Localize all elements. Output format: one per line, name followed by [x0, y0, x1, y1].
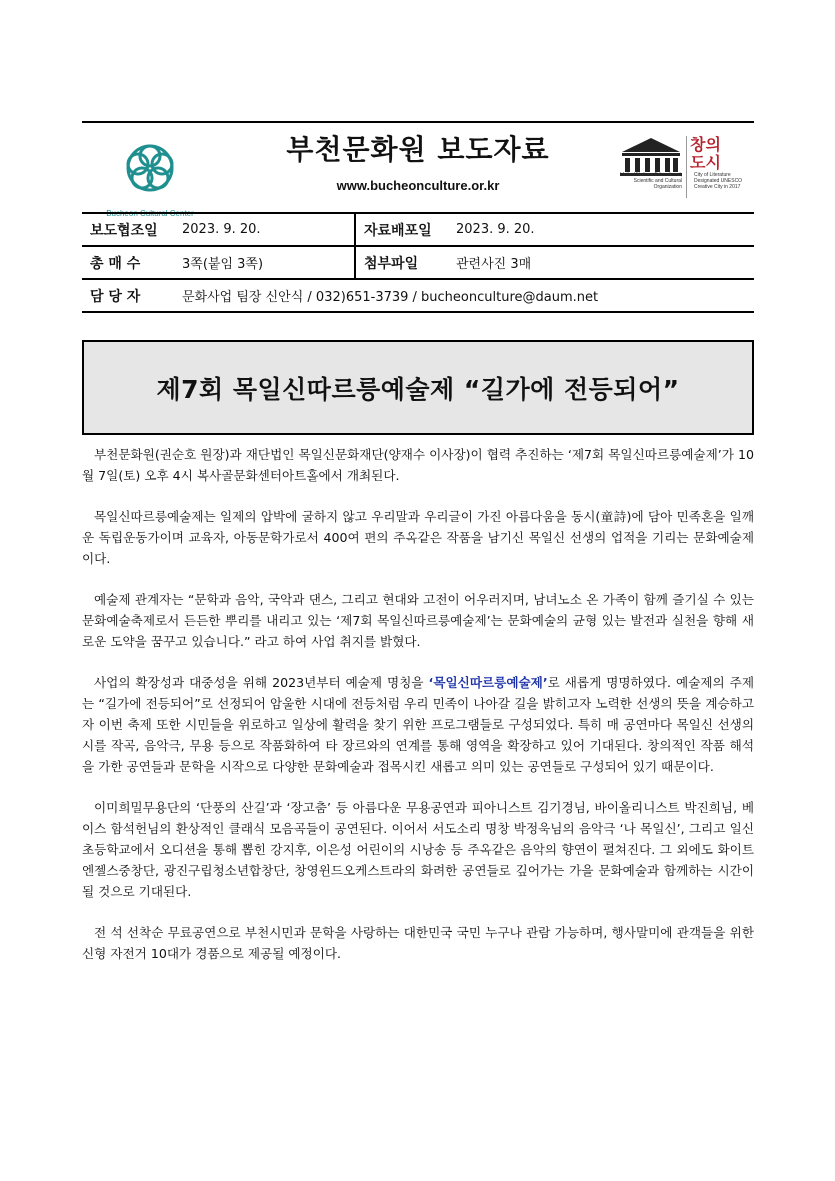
- headline-box: [82, 340, 754, 435]
- report-date-value: 2023. 9. 20.: [176, 213, 355, 246]
- meta-row-dates: [82, 213, 754, 246]
- paragraph-2: 목일신따르릉예술제는 일제의 압박에 굴하지 않고 우리말과 우리글이 가진 아름다움을 동시(童詩)에 담아 민족혼을 일깨운 독립운동가이며 교육자, 아동문학가로서 400여 편의 주옥같은 작품을 남기신 목일신 선생의 업적을 기리는 문화예술제 이다.: [82, 509, 754, 566]
- article-body: [82, 444, 754, 984]
- contact-value: 문화사업 팀장 신안식 / 032)651-3739 / bucheonculture@daum.net: [176, 279, 754, 312]
- paragraph-1: 부천문화원(권순호 원장)과 재단법인 목일신문화재단(양재수 이사장)이 협력 추진하는 ‘제7회 목일신따르릉예술제’가 10월 7일(토) 오후 4시 복사골문화센터아트홀에서 개최된다.: [82, 447, 754, 483]
- attachments-label: 첨부파일: [355, 246, 450, 279]
- paragraph-5: 이미희밀무용단의 ‘단풍의 산길’과 ‘장고춤’ 등 아름다운 무용공연과 피아니스트 김기경님, 바이올리니스트 박진희님, 베이스 함석헌님의 환상적인 클래식 모음곡들이 공연된다. 이어서 서도소리 명창 박정욱님의 음악극 ‘나 목일신’, 그리고 일신초등학교에서 오디션을 통해 뽑힌 강지후, 이은성 어린이의 시낭송 등 주옥같은 음악의 향연이 펼쳐진다. 그 외에도 화이트엔젤스중창단, 광진구립청소년합창단, 창영윈드오케스트라의 화려한 공연들로 깊어가는 가을 문화예술과 함께하는 시간이 될 것으로 기대된다.: [82, 800, 754, 899]
- release-date-label: 자료배포일: [355, 213, 450, 246]
- logo-divider: [686, 136, 687, 198]
- document-title: 부천문화원 보도자료: [286, 133, 550, 166]
- website-url: www.bucheonculture.or.kr: [336, 178, 500, 193]
- unesco-text: United Nations Educational, Scientific and Cultural Organization: [620, 172, 682, 190]
- paragraph-6: 전 석 선착순 무료공연으로 부천시민과 문학을 사랑하는 대한민국 국민 누구나 관람 가능하며, 행사말미에 관객들을 위한 신형 자전거 10대가 경품으로 제공될 예정이다.: [82, 925, 754, 961]
- pages-value: 3쪽(붙임 3쪽): [176, 246, 355, 279]
- headline: 제7회 목일신따르릉예술제 “길가에 전등되어”: [156, 374, 680, 404]
- festival-name-highlight: ‘목일신따르릉예술제’: [428, 675, 548, 690]
- release-date-value: 2023. 9. 20.: [450, 213, 754, 246]
- meta-row-contact: [82, 279, 754, 312]
- paragraph-3: 예술제 관계자는 “문학과 음악, 국악과 댄스, 그리고 현대와 고전이 어우러지며, 남녀노소 온 가족이 함께 즐기실 수 있는 문화예술축제로서 든든한 뿌리를 내리고 있는 ‘제7회 목일신따르릉예술제’는 문화예술의 균형 있는 발전과 실천을 향해 새로운 도약을 꿈꾸고 있습니다.” 라고 하여 사업 취지를 밝혔다.: [82, 592, 754, 649]
- paragraph-4: [82, 672, 754, 777]
- creative-city-title-2: 도시: [690, 153, 721, 172]
- report-date-label: 보도협조일: [82, 213, 176, 246]
- press-release-meta-table: [82, 212, 754, 313]
- creative-city-text: City of Literature Designated UNESCO Creative City in 2017: [694, 172, 743, 190]
- header-top-rule: [82, 121, 754, 123]
- creative-city-title-1: 창의: [690, 135, 721, 154]
- attachments-value: 관련사진 3매: [450, 246, 754, 279]
- pages-label: 총 매 수: [82, 246, 176, 279]
- meta-row-pages: [82, 246, 754, 279]
- paragraph-4-after: 로 새롭게 명명하였다. 예술제의 주제는 “길가에 전등되어”로 선정되어 암울한 시대에 전등처럼 우리 민족이 나아갈 길을 밝히고자 노력한 선생의 뜻을 계승하고자 이번 축제 또한 시민들을 위로하고 일상에 활력을 찾기 위한 프로그램들로 구성되었다. 특히 매 공연마다 목일신 선생의 시를 작곡, 음악극, 무용 등으로 작품화하여 타 장르와의 연계를 통해 영역을 확장하고 있어 기대된다. 창의적인 작품 해석을 가한 공연들과 문학을 시작으로 다양한 문화예술과 접목시킨 새롭고 의미 있는 공연들로 구성되어 있기 때문이다.: [82, 675, 755, 774]
- paragraph-4-before: 사업의 확장성과 대중성을 위해 2023년부터 예술제 명칭을: [94, 675, 429, 690]
- creative-city-title: [690, 136, 750, 172]
- logo-text: Bucheon Cultural Center: [106, 209, 194, 218]
- contact-label: 담 당 자: [82, 279, 176, 312]
